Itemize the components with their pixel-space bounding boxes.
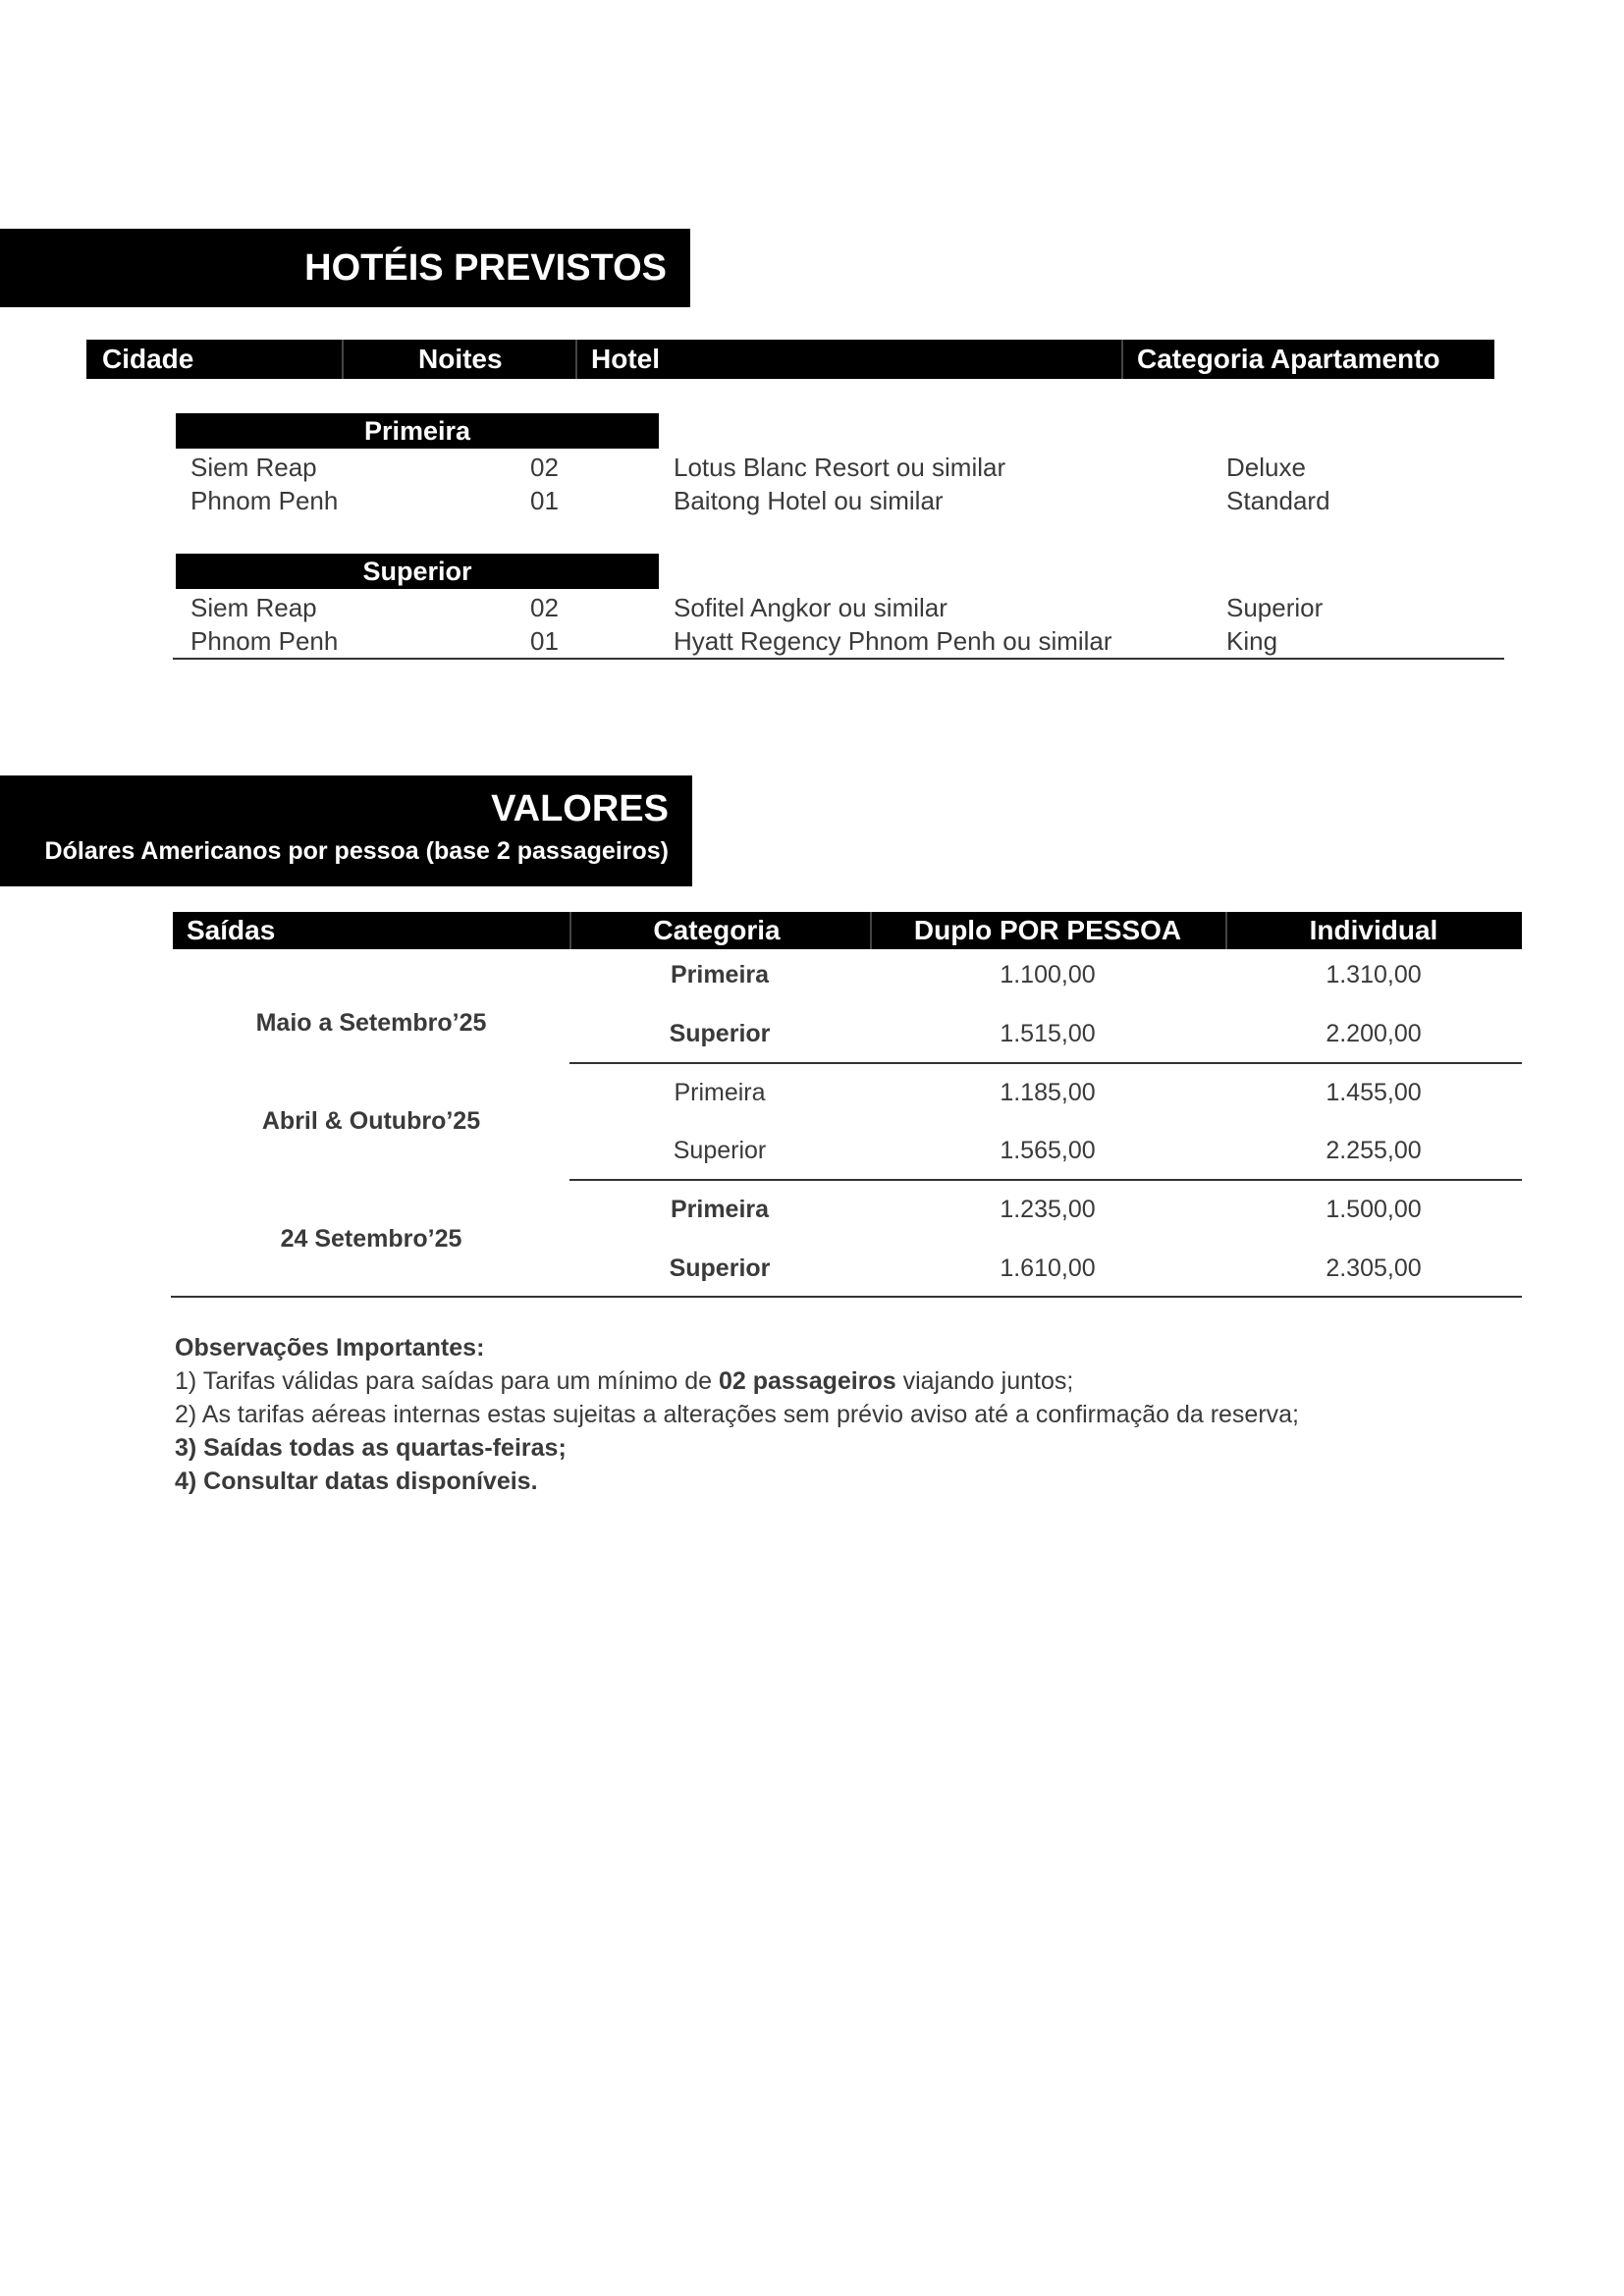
hotel-row-category: Deluxe: [1226, 453, 1306, 482]
note-1-emphasis: 02 passageiros: [718, 1367, 896, 1395]
hotel-row-city: Siem Reap: [190, 453, 317, 482]
header-nights: Noites: [418, 344, 503, 374]
price-row-double: 1.515,00: [1000, 1020, 1096, 1047]
prices-section-title: VALORES: [491, 788, 669, 829]
header-double: Duplo POR PESSOA: [913, 915, 1182, 945]
price-row-single: 2.255,00: [1326, 1137, 1422, 1164]
price-row-single: 1.500,00: [1326, 1196, 1422, 1223]
hotel-row-name: Lotus Blanc Resort ou similar: [674, 453, 1006, 482]
price-row-category: Superior: [669, 1020, 771, 1047]
hotel-group-label: Primeira: [176, 413, 659, 449]
hotel-row-city: Phnom Penh: [190, 486, 339, 515]
price-row-double: 1.100,00: [1000, 961, 1096, 988]
header-single: Individual: [1309, 915, 1438, 945]
price-row-double: 1.610,00: [1000, 1255, 1096, 1282]
notes-heading: Observações Importantes:: [175, 1334, 485, 1362]
period-label: 24 Setembro’25: [280, 1225, 462, 1253]
hotel-row-category: King: [1226, 626, 1278, 656]
hotel-row-name: Baitong Hotel ou similar: [674, 486, 944, 515]
hotel-row-category: Superior: [1226, 593, 1324, 622]
hotel-table-header: [86, 340, 1494, 379]
hotel-group-label: Superior: [176, 554, 659, 589]
note-2: 2) As tarifas aéreas internas estas sujeitas a alterações sem prévio aviso até a confirmação da reserva;: [175, 1401, 1300, 1428]
hotel-row-city: Phnom Penh: [190, 626, 339, 656]
hotel-row-name: Sofitel Angkor ou similar: [674, 593, 947, 622]
hotel-row-nights: 01: [530, 626, 559, 656]
price-row-category: Superior: [673, 1137, 767, 1164]
price-row-category: Superior: [669, 1255, 771, 1282]
note-1: [175, 1364, 1299, 1398]
header-city: Cidade: [102, 344, 194, 374]
hotels-section-banner: [0, 229, 690, 307]
price-row-double: 1.235,00: [1000, 1196, 1096, 1223]
header-departures: Saídas: [187, 915, 276, 945]
price-row-double: 1.185,00: [1000, 1079, 1096, 1106]
price-row-single: 2.200,00: [1326, 1020, 1422, 1047]
hotel-row-nights: 01: [530, 486, 559, 515]
note-1-text: 1) Tarifas válidas para saídas para um mínimo de: [175, 1367, 719, 1395]
notes-block: [175, 1331, 1299, 1498]
prices-section-subtitle: Dólares Americanos por pessoa (base 2 passageiros): [44, 837, 669, 865]
price-row-single: 2.305,00: [1326, 1255, 1422, 1282]
period-label: Maio a Setembro’25: [255, 1009, 487, 1037]
note-1-text-end: viajando juntos;: [895, 1367, 1074, 1395]
header-category: Categoria Apartamento: [1137, 344, 1440, 374]
price-table-bottom-rule: [171, 1296, 1522, 1298]
period-divider: [569, 1179, 1522, 1181]
hotel-row-category: Standard: [1226, 486, 1330, 515]
period-divider: [569, 1062, 1522, 1064]
price-row-category: Primeira: [670, 961, 770, 988]
hotel-table-bottom-rule: [173, 658, 1504, 660]
price-table-header: [173, 912, 1522, 949]
price-row-single: 1.455,00: [1326, 1079, 1422, 1106]
hotel-row-city: Siem Reap: [190, 593, 317, 622]
period-label: Abril & Outubro’25: [261, 1107, 481, 1135]
prices-section-banner: [0, 775, 692, 886]
price-row-single: 1.310,00: [1326, 961, 1422, 988]
note-4: 4) Consultar datas disponíveis.: [175, 1468, 538, 1495]
hotel-row-name: Hyatt Regency Phnom Penh ou similar: [674, 626, 1112, 656]
hotel-row-nights: 02: [530, 593, 559, 622]
price-row-category: Primeira: [674, 1079, 766, 1106]
price-row-double: 1.565,00: [1000, 1137, 1096, 1164]
price-row-category: Primeira: [670, 1196, 770, 1223]
note-3: 3) Saídas todas as quartas-feiras;: [175, 1434, 567, 1462]
header-hotel: Hotel: [591, 344, 660, 374]
header-price-category: Categoria: [653, 915, 781, 945]
hotel-row-nights: 02: [530, 453, 559, 482]
hotels-section-title: HOTÉIS PREVISTOS: [304, 247, 667, 289]
